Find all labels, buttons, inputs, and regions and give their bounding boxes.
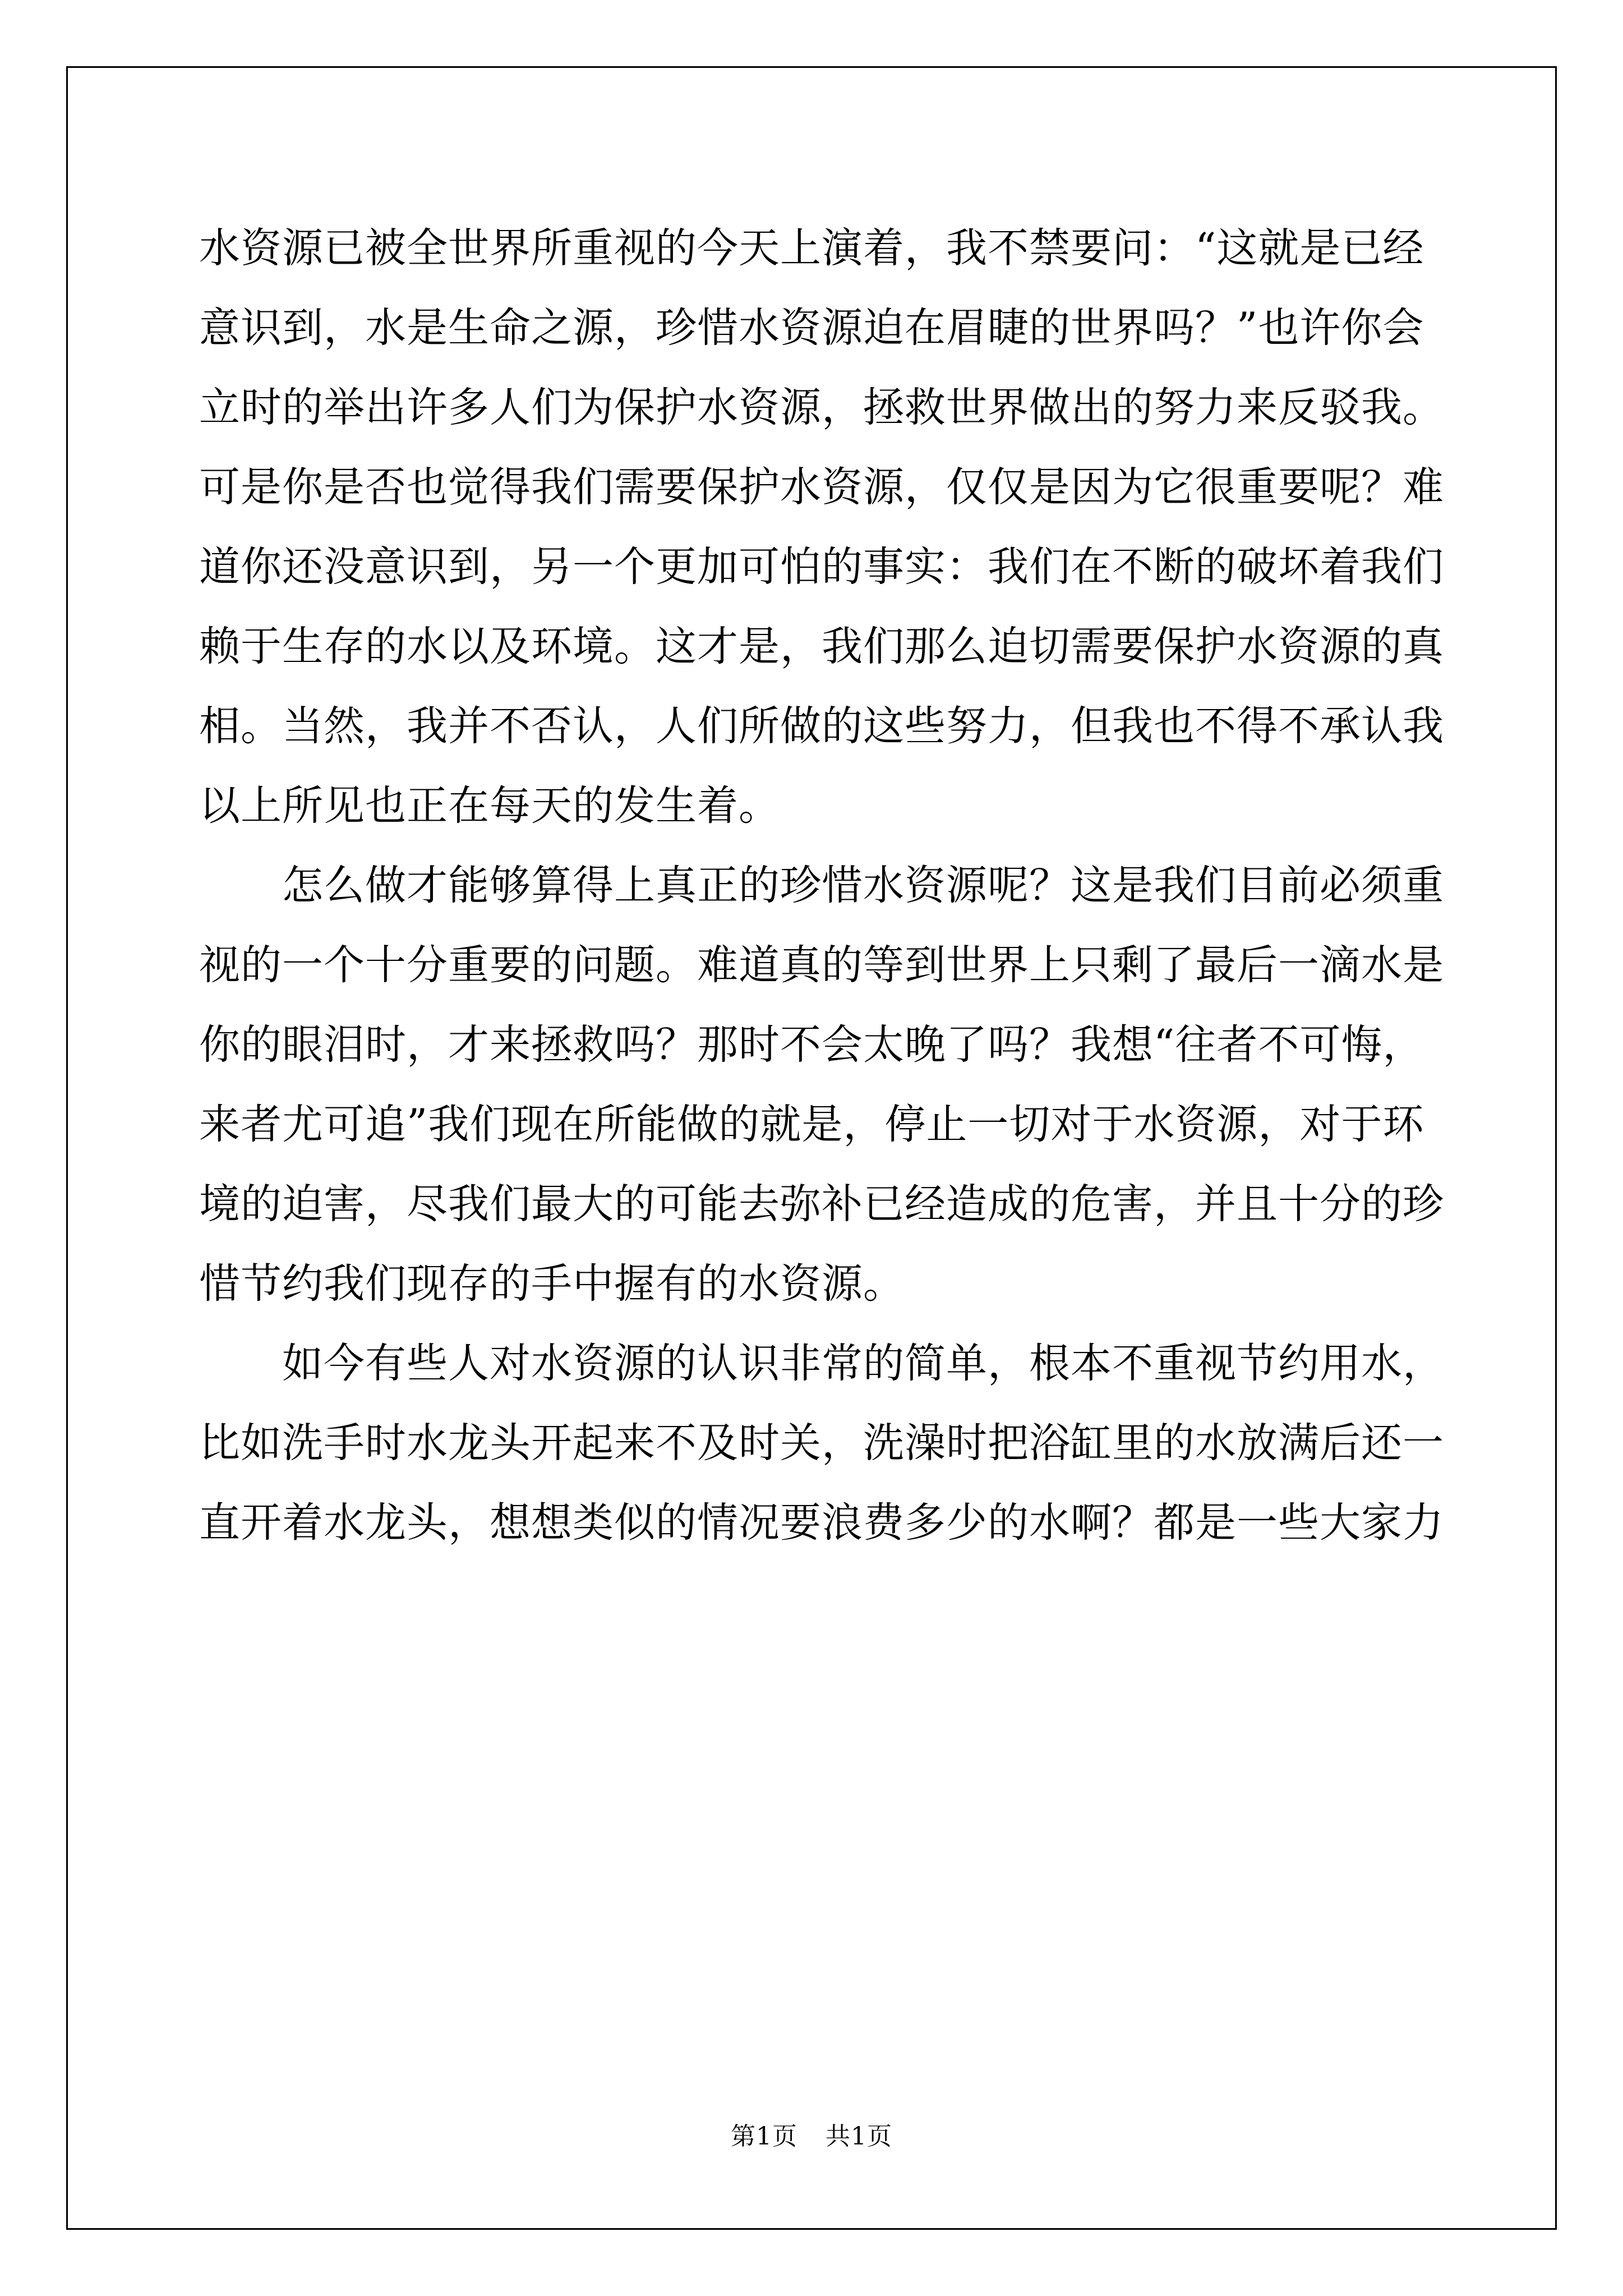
paragraph <box>199 846 1444 1324</box>
page-total: 共1页 <box>826 2122 892 2151</box>
paragraph <box>199 209 1444 846</box>
text-line: 如今有些人对水资源的认识非常的简单，根本不重视节约用水， <box>199 1340 1444 1387</box>
text-line: 以上所见也正在每天的发生着。 <box>199 782 780 830</box>
text-line: 水资源已被全世界所重视的今天上演着，我不禁要问：“这就是已经 <box>199 224 1424 272</box>
text-line: 比如洗手时水龙头开起来不及时关，洗澡时把浴缸里的水放满后还一 <box>199 1419 1444 1467</box>
text-line: 境的迫害，尽我们最大的可能去弥补已经造成的危害，并且十分的珍 <box>199 1180 1444 1228</box>
text-line: 立时的举出许多人们为保护水资源，拯救世界做出的努力来反驳我。 <box>199 384 1444 431</box>
page-number: 第1页 <box>731 2122 797 2151</box>
text-line: 意识到，水是生命之源，珍惜水资源迫在眉睫的世界吗？”也许你会 <box>199 304 1424 352</box>
page-footer <box>0 2116 1623 2152</box>
text-line: 视的一个十分重要的问题。难道真的等到世界上只剩了最后一滴水是 <box>199 941 1444 989</box>
document-body <box>199 209 1444 1563</box>
text-line: 赖于生存的水以及环境。这才是，我们那么迫切需要保护水资源的真 <box>199 623 1444 670</box>
text-line: 可是你是否也觉得我们需要保护水资源，仅仅是因为它很重要呢？难 <box>199 463 1444 511</box>
text-line: 相。当然，我并不否认，人们所做的这些努力，但我也不得不承认我 <box>199 702 1444 750</box>
text-line: 道你还没意识到，另一个更加可怕的事实：我们在不断的破坏着我们 <box>199 543 1444 591</box>
text-line: 惜节约我们现存的手中握有的水资源。 <box>199 1260 905 1308</box>
paragraph <box>199 1324 1444 1563</box>
text-line: 直开着水龙头，想想类似的情况要浪费多少的水啊？都是一些大家力 <box>199 1499 1444 1547</box>
text-line: 怎么做才能够算得上真正的珍惜水资源呢？这是我们目前必须重 <box>199 862 1444 909</box>
text-line: 你的眼泪时，才来拯救吗？那时不会太晚了吗？我想“往者不可悔， <box>199 1021 1424 1069</box>
text-line: 来者尤可追”我们现在所能做的就是，停止一切对于水资源，对于环 <box>199 1101 1424 1148</box>
